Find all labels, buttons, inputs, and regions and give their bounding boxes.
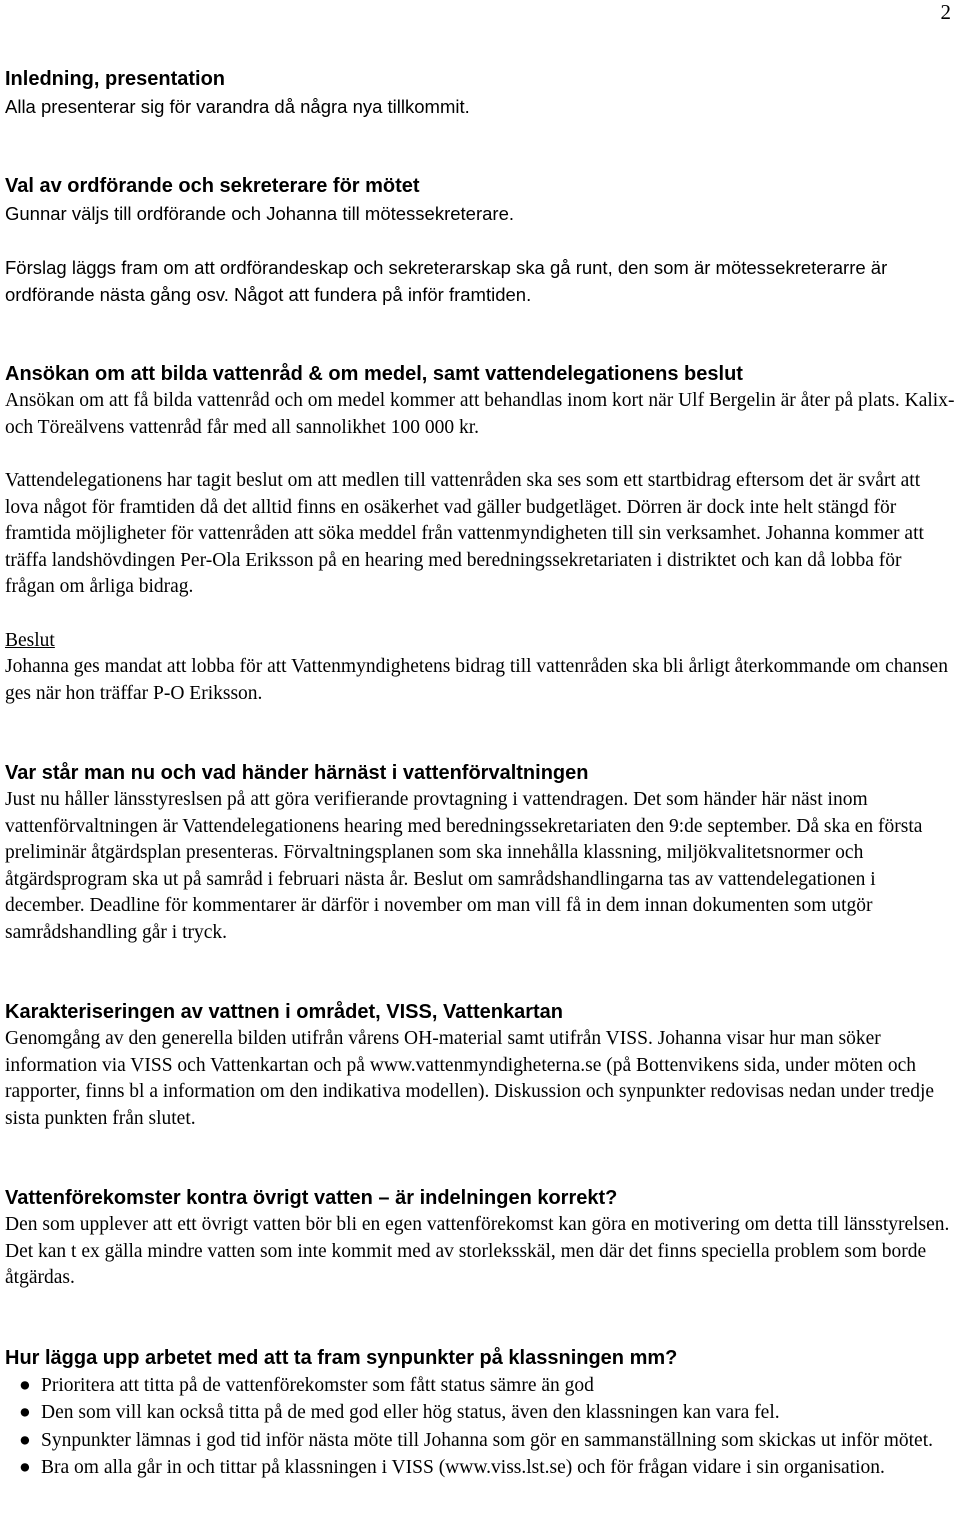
section-heading-karakteriseringen: Karakteriseringen av vattnen i området, VISS, Vattenkartan (5, 1001, 563, 1023)
section-paragraph: Ansökan om att få bilda vattenråd och om medel kommer att behandlas inom kort när Ulf Bergelin är åter på plats. Kalix- och Töreälvens vattenråd får med all sannolikhet 100 000 kr. (5, 390, 955, 438)
decision-label: Beslut (5, 629, 55, 651)
page-number: 2 (940, 0, 951, 24)
bullet-icon: ● (19, 1374, 31, 1396)
list-item-text: Prioritera att titta på de vattenförekomster som fått status sämre än god (41, 1374, 594, 1396)
bullet-icon: ● (19, 1429, 31, 1451)
section-paragraph: Vattendelegationens har tagit beslut om att medlen till vattenråden ska ses som ett startbidrag eftersom det är svårt att lova något för framtiden då det alltid finns en osäkerhet vad gäller budgetläget. Dörren är dock inte helt stängd för framtida möjligheter för vattenråden att söka meddel från vattenmyndigheten till sin verksamhet. Johanna kommer att träffa landshövdingen Per-Ola Eriksson på en hearing med beredningssekretariaten i distriktet och kan då lobba för frågan om årliga bidrag. (5, 470, 924, 597)
bullet-icon: ● (19, 1402, 31, 1423)
section-paragraph: Alla presenterar sig för varandra då några nya tillkommit. (5, 96, 470, 117)
list-item (5, 1399, 955, 1427)
section-paragraph: Den som upplever att ett övrigt vatten bör bli en egen vattenförekomst kan göra en motivering om detta till länsstyrelsen. Det kan t ex gälla mindre vatten som inte kommit med av storleksskäl, men där det finns speciella problem som borde åtgärdas. (5, 1214, 950, 1288)
bullet-icon: ● (19, 1457, 31, 1478)
document-body (5, 66, 955, 1482)
list-item-text: Den som vill kan också titta på de med god eller hög status, även den klassningen kan vara fel. (41, 1402, 780, 1423)
section-heading-ansokan: Ansökan om att bilda vattenråd & om medel, samt vattendelegationens beslut (5, 363, 743, 385)
section-heading-vattenforekomster: Vattenförekomster kontra övrigt vatten – är indelningen korrekt? (5, 1187, 618, 1209)
section-heading-val-av-ordforande: Val av ordförande och sekreterare för mötet (5, 175, 420, 197)
section-heading-inledning: Inledning, presentation (5, 68, 226, 90)
section-heading-var-star-man: Var står man nu och vad händer härnäst i vattenförvaltningen (5, 762, 589, 784)
section-paragraph: Just nu håller länsstyreslsen på att göra verifierande provtagning i vattendragen. Det som händer här näst inom vattenförvaltningen är Vattendelegationens hearing med beredningssekretariaten den 9:de september. Då ska en första preliminär åtgärdsplan presenteras. Förvaltningsplanen som ska innehålla klassning, miljökvalitetsnormer och åtgärdsprogram ska ut på samråd i februari nästa år. Beslut om samrådshandlingarna tas av vattendelegationen i december. Deadline för kommentarer är därför i november om man vill få in dem innan dokumenten som utgör samrådshandling går i tryck. (5, 789, 923, 943)
section-paragraph: Gunnar väljs till ordförande och Johanna till mötessekreterare. (5, 203, 515, 224)
list-item-text: Synpunkter lämnas i god tid inför nästa möte till Johanna som gör en sammanställning som skickas ut inför mötet. (41, 1429, 934, 1451)
section-paragraph: Förslag läggs fram om att ordförandeskap och sekreterarskap ska gå runt, den som är mötessekreterarre är ordförande nästa gång osv. Något att fundera på inför framtiden. (5, 257, 888, 305)
list-item (5, 1427, 955, 1455)
list-item (5, 1454, 955, 1482)
list-item (5, 1372, 955, 1400)
bullet-list (5, 1372, 955, 1482)
decision-text: Johanna ges mandat att lobba för att Vattenmyndighetens bidrag till vattenråden ska bli årligt återkommande om chansen ges när hon träffar P-O Eriksson. (5, 656, 948, 704)
list-item-text: Bra om alla går in och tittar på klassningen i VISS (www.viss.lst.se) och för frågan vidare i sin organisation. (41, 1457, 885, 1478)
section-heading-hur-lagga-upp: Hur lägga upp arbetet med att ta fram synpunkter på klassningen mm? (5, 1346, 678, 1369)
section-paragraph: Genomgång av den generella bilden utifrån vårens OH-material samt utifrån VISS. Johanna visar hur man söker information via VISS och Vattenkartan och på www.vattenmyndigheterna.se (på Bottenvikens sida, under möten och rapporter, finns bl a information om den indikativa modellen). Diskussion och synpunkter redovisas nedan under tredje sista punkten från slutet. (5, 1028, 935, 1129)
